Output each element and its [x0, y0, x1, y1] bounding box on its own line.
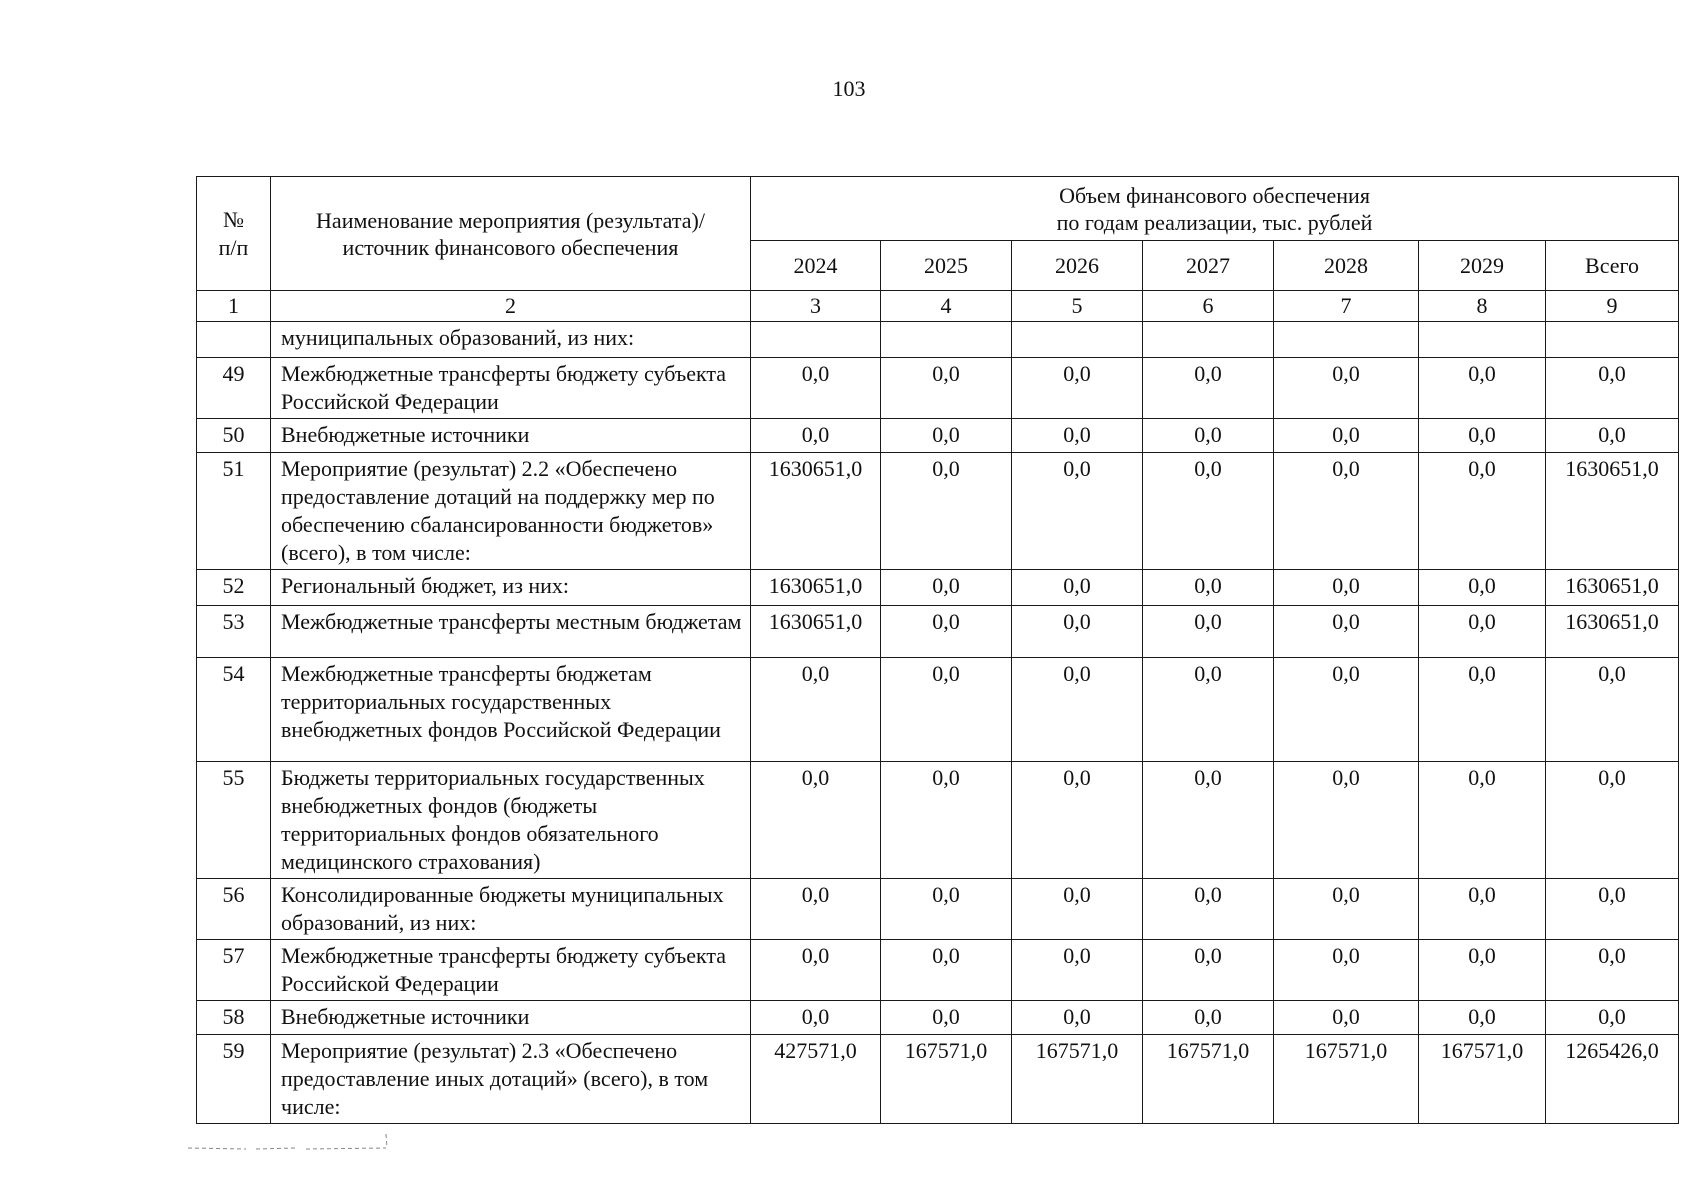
table-row — [197, 606, 1679, 658]
table-row — [197, 358, 1679, 419]
row-name: Бюджеты территориальных государственных внебюджетных фондов (бюджеты территориальных фондов обязательного медицинского страхования) — [271, 762, 751, 879]
row-value-Всего: 0,0 — [1546, 419, 1679, 453]
row-value-2024: 0,0 — [751, 940, 881, 1001]
row-value-2029: 0,0 — [1419, 570, 1546, 606]
table-row — [197, 1035, 1679, 1124]
row-value-2026 — [1012, 322, 1143, 358]
row-number: 52 — [197, 570, 271, 606]
scan-mark — [186, 1128, 391, 1152]
column-index-1: 1 — [197, 291, 271, 322]
row-number: 56 — [197, 879, 271, 940]
header-num-label: № п/п — [218, 206, 249, 260]
row-value-2027: 0,0 — [1143, 419, 1274, 453]
row-value-2029: 0,0 — [1419, 453, 1546, 570]
page-number: 103 — [832, 76, 866, 101]
row-value-2028: 167571,0 — [1274, 1035, 1419, 1124]
header-year-5: 2029 — [1419, 241, 1546, 291]
row-name: Мероприятие (результат) 2.3 «Обеспечено предоставление иных дотаций» (всего), в том числе: — [271, 1035, 751, 1124]
header-year-6: Всего — [1546, 241, 1679, 291]
row-value-Всего: 0,0 — [1546, 658, 1679, 762]
row-value-Всего: 0,0 — [1546, 879, 1679, 940]
row-number: 57 — [197, 940, 271, 1001]
row-value-2028: 0,0 — [1274, 570, 1419, 606]
header-volume-line2: по годам реализации, тыс. рублей — [1056, 209, 1373, 235]
table-row — [197, 658, 1679, 762]
row-value-2028: 0,0 — [1274, 606, 1419, 658]
row-value-2027: 0,0 — [1143, 606, 1274, 658]
row-value-2024: 427571,0 — [751, 1035, 881, 1124]
row-value-2027 — [1143, 322, 1274, 358]
row-value-2028: 0,0 — [1274, 658, 1419, 762]
row-value-2025: 0,0 — [881, 1001, 1012, 1035]
row-value-2024: 1630651,0 — [751, 453, 881, 570]
row-value-2026: 0,0 — [1012, 940, 1143, 1001]
row-value-2027: 0,0 — [1143, 940, 1274, 1001]
row-value-2028: 0,0 — [1274, 358, 1419, 419]
row-value-2026: 0,0 — [1012, 1001, 1143, 1035]
row-value-Всего: 0,0 — [1546, 358, 1679, 419]
row-value-2027: 0,0 — [1143, 658, 1274, 762]
column-index-9: 9 — [1546, 291, 1679, 322]
table-row — [197, 879, 1679, 940]
row-value-2027: 0,0 — [1143, 453, 1274, 570]
column-index-7: 7 — [1274, 291, 1419, 322]
row-value-2025: 0,0 — [881, 606, 1012, 658]
row-name: Межбюджетные трансферты бюджету субъекта Российской Федерации — [271, 358, 751, 419]
row-value-2029: 0,0 — [1419, 879, 1546, 940]
row-value-2027: 0,0 — [1143, 1001, 1274, 1035]
column-index-5: 5 — [1012, 291, 1143, 322]
row-number: 55 — [197, 762, 271, 879]
row-value-2029: 0,0 — [1419, 1001, 1546, 1035]
row-value-2027: 0,0 — [1143, 879, 1274, 940]
row-value-2025: 0,0 — [881, 879, 1012, 940]
table-row — [197, 570, 1679, 606]
row-value-2029: 167571,0 — [1419, 1035, 1546, 1124]
row-value-Всего: 0,0 — [1546, 762, 1679, 879]
column-index-2: 2 — [271, 291, 751, 322]
row-name: Внебюджетные источники — [271, 1001, 751, 1035]
row-number: 53 — [197, 606, 271, 658]
header-name-label: Наименование мероприятия (результата)/ источник финансового обеспечения — [316, 207, 705, 260]
row-value-2029: 0,0 — [1419, 658, 1546, 762]
header-volume — [751, 177, 1679, 241]
header-name — [271, 177, 751, 291]
row-value-2024: 0,0 — [751, 1001, 881, 1035]
row-value-2025: 0,0 — [881, 453, 1012, 570]
column-index-6: 6 — [1143, 291, 1274, 322]
row-number: 51 — [197, 453, 271, 570]
row-value-Всего: 1265426,0 — [1546, 1035, 1679, 1124]
row-value-2029: 0,0 — [1419, 940, 1546, 1001]
row-value-2026: 0,0 — [1012, 658, 1143, 762]
row-name: Мероприятие (результат) 2.2 «Обеспечено предоставление дотаций на поддержку мер по обеспечению сбалансированности бюджетов» (всего), в том числе: — [271, 453, 751, 570]
table-row — [197, 762, 1679, 879]
table-row — [197, 322, 1679, 358]
table-body — [197, 322, 1679, 1124]
row-value-2025: 0,0 — [881, 762, 1012, 879]
row-value-Всего: 1630651,0 — [1546, 453, 1679, 570]
row-value-2024: 0,0 — [751, 658, 881, 762]
row-name: муниципальных образований, из них: — [271, 322, 751, 358]
header-year-1: 2025 — [881, 241, 1012, 291]
row-number: 59 — [197, 1035, 271, 1124]
row-name: Межбюджетные трансферты бюджетам территориальных государственных внебюджетных фондов Российской Федерации — [271, 658, 751, 762]
row-value-2025: 0,0 — [881, 419, 1012, 453]
column-index-8: 8 — [1419, 291, 1546, 322]
row-name: Региональный бюджет, из них: — [271, 570, 751, 606]
row-value-2026: 0,0 — [1012, 879, 1143, 940]
row-number: 58 — [197, 1001, 271, 1035]
financing-table — [196, 176, 1679, 1124]
row-value-2024: 0,0 — [751, 419, 881, 453]
row-value-Всего: 0,0 — [1546, 1001, 1679, 1035]
row-value-2027: 0,0 — [1143, 358, 1274, 419]
row-value-2027: 0,0 — [1143, 762, 1274, 879]
row-value-2028: 0,0 — [1274, 940, 1419, 1001]
row-value-2028: 0,0 — [1274, 762, 1419, 879]
row-name: Консолидированные бюджеты муниципальных образований, из них: — [271, 879, 751, 940]
row-value-2026: 0,0 — [1012, 570, 1143, 606]
header-year-4: 2028 — [1274, 241, 1419, 291]
row-value-2025 — [881, 322, 1012, 358]
header-volume-line1: Объем финансового обеспечения — [1059, 182, 1370, 208]
table-row — [197, 453, 1679, 570]
row-value-2029: 0,0 — [1419, 762, 1546, 879]
row-value-2029: 0,0 — [1419, 419, 1546, 453]
row-value-2024: 0,0 — [751, 358, 881, 419]
row-value-2027: 167571,0 — [1143, 1035, 1274, 1124]
header-num — [197, 177, 271, 291]
row-number: 54 — [197, 658, 271, 762]
row-value-2027: 0,0 — [1143, 570, 1274, 606]
row-value-Всего: 1630651,0 — [1546, 570, 1679, 606]
row-value-2028 — [1274, 322, 1419, 358]
row-value-2025: 0,0 — [881, 358, 1012, 419]
row-value-Всего — [1546, 322, 1679, 358]
row-value-2024: 0,0 — [751, 879, 881, 940]
table-header — [197, 177, 1679, 322]
row-number: 50 — [197, 419, 271, 453]
row-value-2026: 167571,0 — [1012, 1035, 1143, 1124]
row-value-2026: 0,0 — [1012, 453, 1143, 570]
header-year-3: 2027 — [1143, 241, 1274, 291]
column-index-3: 3 — [751, 291, 881, 322]
row-value-2024: 0,0 — [751, 762, 881, 879]
header-year-0: 2024 — [751, 241, 881, 291]
row-name: Межбюджетные трансферты бюджету субъекта Российской Федерации — [271, 940, 751, 1001]
row-value-Всего: 1630651,0 — [1546, 606, 1679, 658]
row-number — [197, 322, 271, 358]
row-value-2025: 167571,0 — [881, 1035, 1012, 1124]
row-value-2029: 0,0 — [1419, 358, 1546, 419]
row-value-2029 — [1419, 322, 1546, 358]
row-value-2028: 0,0 — [1274, 419, 1419, 453]
header-year-2: 2026 — [1012, 241, 1143, 291]
row-value-2026: 0,0 — [1012, 762, 1143, 879]
table-row — [197, 1001, 1679, 1035]
row-value-2028: 0,0 — [1274, 1001, 1419, 1035]
row-number: 49 — [197, 358, 271, 419]
row-value-2024 — [751, 322, 881, 358]
row-value-2025: 0,0 — [881, 940, 1012, 1001]
table-row — [197, 940, 1679, 1001]
row-value-2025: 0,0 — [881, 658, 1012, 762]
row-value-2026: 0,0 — [1012, 358, 1143, 419]
row-value-2028: 0,0 — [1274, 453, 1419, 570]
row-value-Всего: 0,0 — [1546, 940, 1679, 1001]
row-value-2026: 0,0 — [1012, 606, 1143, 658]
row-value-2024: 1630651,0 — [751, 570, 881, 606]
row-value-2029: 0,0 — [1419, 606, 1546, 658]
row-value-2025: 0,0 — [881, 570, 1012, 606]
row-value-2024: 1630651,0 — [751, 606, 881, 658]
row-value-2026: 0,0 — [1012, 419, 1143, 453]
row-value-2028: 0,0 — [1274, 879, 1419, 940]
row-name: Внебюджетные источники — [271, 419, 751, 453]
column-index-4: 4 — [881, 291, 1012, 322]
table-row — [197, 419, 1679, 453]
row-name: Межбюджетные трансферты местным бюджетам — [271, 606, 751, 658]
